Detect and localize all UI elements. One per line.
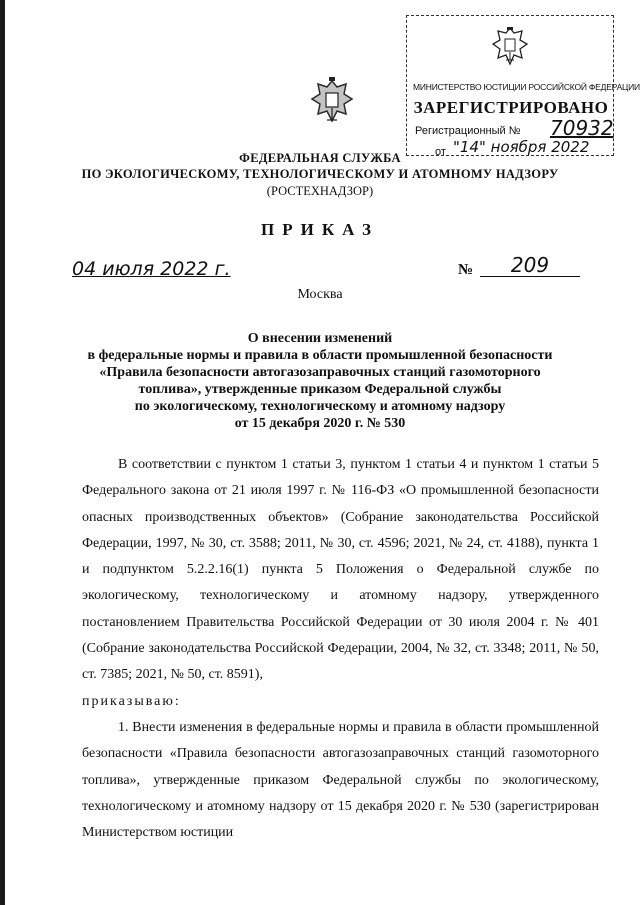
document-body	[82, 452, 599, 846]
agency-line-2: ПО ЭКОЛОГИЧЕСКОМУ, ТЕХНОЛОГИЧЕСКОМУ И АТОМНОМУ НАДЗОРУ	[81, 167, 559, 181]
subject-line: в федеральные нормы и правила в области промышленной безопасности	[87, 348, 553, 363]
stamp-reg-label: Регистрационный №	[415, 125, 521, 137]
subject-line: «Правила безопасности автогазозаправочных станций газомоторного	[99, 365, 541, 380]
subject-line: О внесении изменений	[247, 331, 393, 346]
city: Москва	[297, 287, 343, 302]
coat-of-arms-icon	[308, 75, 356, 129]
subject-line: от 15 декабря 2020 г. № 530	[234, 416, 406, 431]
agency-abbreviation: (РОСТЕХНАДЗОР)	[266, 184, 374, 198]
stamp-date-prefix: от	[435, 146, 446, 158]
agency-name	[40, 150, 600, 182]
order-word: приказываю:	[82, 693, 181, 709]
subject-line: по экологическому, технологическому и атомному надзору	[134, 399, 506, 414]
agency-line-1: ФЕДЕРАЛЬНАЯ СЛУЖБА	[239, 151, 401, 165]
stamp-ministry: МИНИСТЕРСТВО ЮСТИЦИИ РОССИЙСКОЙ ФЕДЕРАЦИИ	[413, 82, 640, 92]
registration-stamp	[406, 15, 640, 158]
order-subject	[40, 330, 600, 432]
order-number: 209	[480, 254, 580, 277]
order-number-label: №	[458, 262, 474, 278]
subject-line: топлива», утвержденные приказом Федеральной службы	[138, 382, 502, 397]
stamp-reg-number: 70932	[550, 116, 614, 140]
stamp-emblem-icon	[489, 24, 531, 70]
body-paragraph: 1. Внести изменения в федеральные нормы и правила в области промышленной безопасности «Правила безопасности автогазозаправочных станций газомоторного топлива», утвержденные приказом Федеральной службы по экологическому, технологическому и атомному надзору от 15 декабря 2020 г. № 530 (зарегистрирован Министерством юстиции	[82, 719, 599, 841]
order-date: 04 июля 2022 г.	[72, 258, 231, 280]
stamp-registered: ЗАРЕГИСТРИРОВАНО	[413, 98, 609, 117]
body-paragraph: В соответствии с пунктом 1 статьи 3, пунктом 1 статьи 4 и пунктом 1 статьи 5 Федерального закона от 21 июля 1997 г. № 116-ФЗ «О промышленной безопасности опасных производственных объектов» (Собрание законодательства Российской Федерации, 1997, № 30, ст. 3588; 2011, № 30, ст. 4596; 2021, № 24, ст. 4188), пункта 1 и подпунктом 5.2.2.16(1) пункта 5 Положения о Федеральной службе по экологическому, технологическому и атомному надзору, утвержденного постановлением Правительства Российской Федерации от 30 июля 2004 г. № 401 (Собрание законодательства Российской Федерации, 2004, № 32, ст. 3348; 2011, № 50, ст. 7385; 2021, № 50, ст. 8591),	[82, 457, 599, 683]
scan-edge	[0, 0, 5, 905]
stamp-date: "14" ноября 2022	[453, 138, 590, 156]
document-type: ПРИКАЗ	[261, 220, 379, 239]
